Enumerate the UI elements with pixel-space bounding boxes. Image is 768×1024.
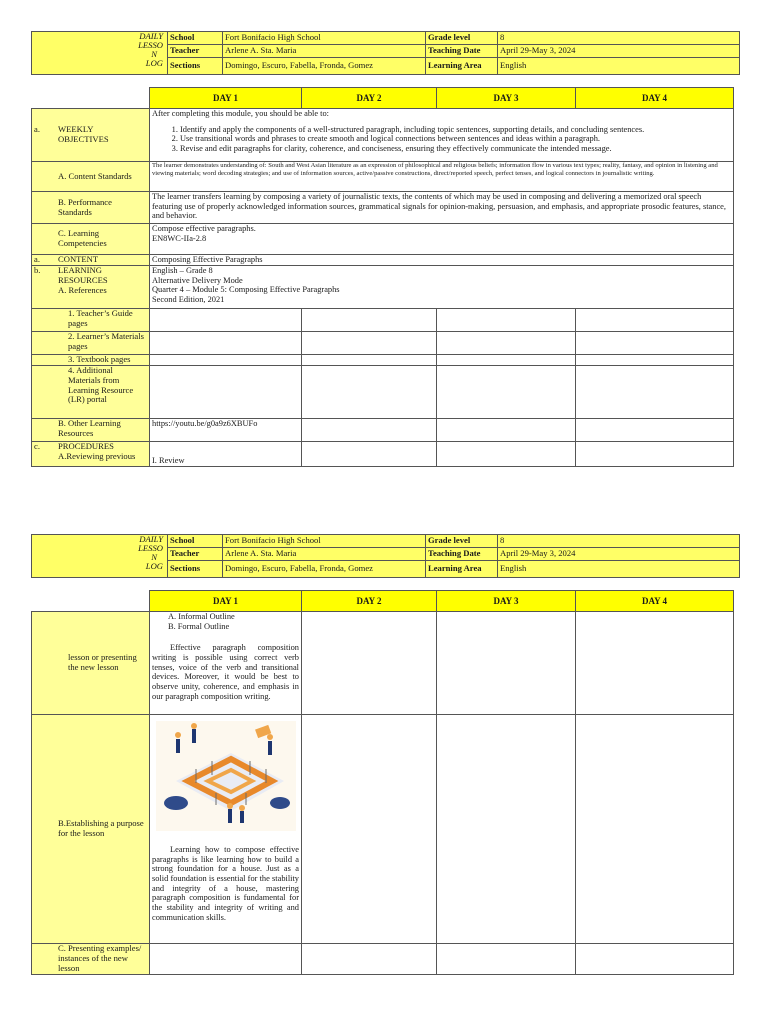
school-label: School [168, 32, 223, 45]
cell [437, 331, 576, 354]
row-label: PROCEDURES [58, 441, 114, 451]
resource-line: Quarter 4 – Module 5: Composing Effective Paragraphs [152, 285, 340, 295]
row-letter: a. [34, 124, 40, 135]
learners-materials-label: 2. Learner’s Materials pages [32, 331, 150, 354]
cell [437, 441, 576, 466]
cell [437, 308, 576, 331]
row-label: CONTENT [58, 254, 99, 264]
presenting-examples-label: C. Presenting examples/ instances of the new lesson [32, 944, 150, 975]
row-letter: c. [34, 441, 40, 451]
cell [576, 308, 734, 331]
resource-line: Second Edition, 2021 [152, 294, 225, 304]
presenting-lesson-label: lesson or presenting the new lesson [32, 612, 150, 715]
teacher-label: Teacher [168, 548, 223, 561]
cell [302, 354, 437, 365]
cell [437, 944, 576, 975]
date-label: Teaching Date [426, 45, 498, 58]
header-table [31, 534, 740, 578]
cell [576, 365, 734, 418]
sections-value: Domingo, Escuro, Fabella, Fronda, Gomez [223, 561, 426, 578]
review-text: I. Review [152, 456, 185, 466]
cell [576, 331, 734, 354]
row-label: LEARNING RESOURCES [58, 265, 108, 285]
dll-title [32, 32, 168, 75]
dll-line: LESSO [138, 40, 163, 51]
cell [576, 354, 734, 365]
learning-resources-label [32, 265, 150, 308]
cell [302, 715, 437, 944]
dll-line: N [151, 49, 157, 60]
teacher-value: Arlene A. Sta. Maria [223, 45, 426, 58]
establishing-purpose-text: Learning how to compose effective paragraphs is like learning how to build a strong foundation for a house. Just as a solid foundation is essential for the stability and integrity of a house, mastering paragraph composition is fundamental for the stability and integrity of writing and communication skills. [152, 845, 299, 922]
cell [302, 944, 437, 975]
performance-standards-label: B. Performance Standards [32, 192, 150, 224]
competencies-text [150, 224, 734, 255]
area-label: Learning Area [426, 58, 498, 75]
content-standards-label: A. Content Standards [32, 162, 150, 192]
competency-line: Compose effective paragraphs. [152, 224, 256, 233]
references-label: A. References [58, 284, 107, 295]
objective-item: 3. Revise and edit paragraphs for clarity, coherence, and conciseness, ensuring they effectively communicate the intended message. [180, 144, 731, 154]
area-value: English [498, 561, 740, 578]
cell [150, 331, 302, 354]
cell [150, 365, 302, 418]
date-label: Teaching Date [426, 548, 498, 561]
performance-standards-text: The learner transfers learning by composing a variety of journalistic texts, the contents of which may be used in composing and delivering a memorized oral speech featuring use of properly acknowledged information sources, grammatical signals for opinion-making, persuasion, and emphasis, and appropriate prosodic features, stance, and behavior. [150, 192, 734, 224]
dll-line: DAILY [139, 534, 163, 544]
day-2-header: DAY 2 [302, 591, 437, 612]
day-4-header: DAY 4 [576, 88, 734, 109]
cell [302, 365, 437, 418]
cell [437, 418, 576, 441]
weekly-objectives-content [150, 109, 734, 162]
cell [150, 944, 302, 975]
cell [437, 354, 576, 365]
presenting-lesson-text: Effective paragraph composition writing is possible using correct verb tenses, voice of the verb and transitional devices. Moreover, it would be best to observe unity, coherence, and emphasis in our paragraph composition writing. [152, 643, 299, 701]
textbook-label: 3. Textbook pages [32, 354, 150, 365]
grade-label: Grade level [426, 535, 498, 548]
cell [576, 418, 734, 441]
cell [302, 441, 437, 466]
lesson-table [31, 590, 734, 975]
learning-resources-text [150, 265, 734, 308]
establishing-purpose-content [150, 715, 302, 944]
objectives-intro: After completing this module, you should be able to: [152, 109, 330, 118]
other-resources-link[interactable]: https://youtu.be/g0a9z6XBUFo [150, 418, 302, 441]
resource-line: English – Grade 8 [152, 265, 213, 275]
cell [150, 308, 302, 331]
school-value: Fort Bonifacio High School [223, 535, 426, 548]
content-label [32, 255, 150, 266]
competency-code: EN8WC-IIa-2.8 [152, 233, 207, 243]
outline-item: A. Informal Outline [168, 612, 235, 621]
content-text: Composing Effective Paragraphs [150, 255, 734, 266]
cell [437, 715, 576, 944]
teacher-value: Arlene A. Sta. Maria [223, 548, 426, 561]
day-4-header: DAY 4 [576, 591, 734, 612]
day-1-header: DAY 1 [150, 88, 302, 109]
dll-line: LOG [145, 58, 163, 69]
header-table [31, 31, 740, 75]
row-letter: b. [34, 265, 41, 275]
additional-materials-label: 4. Additional Materials from Learning Resource (LR) portal [32, 365, 150, 418]
illustration-svg [156, 721, 296, 831]
date-value: April 29-May 3, 2024 [498, 548, 740, 561]
blank-corner [32, 88, 150, 109]
school-label: School [168, 535, 223, 548]
cell [150, 354, 302, 365]
weekly-objectives-label [32, 109, 150, 162]
dll-line: LESSO [138, 543, 163, 554]
school-value: Fort Bonifacio High School [223, 32, 426, 45]
dll-line: LOG [145, 561, 163, 572]
grade-value: 8 [498, 535, 740, 548]
other-resources-label: B. Other Learning Resources [32, 418, 150, 441]
cell [437, 365, 576, 418]
cell [576, 441, 734, 466]
establishing-purpose-label: B.Establishing a purpose for the lesson [32, 715, 150, 944]
teacher-label: Teacher [168, 45, 223, 58]
row-label: WEEKLY OBJECTIVES [58, 124, 109, 144]
area-label: Learning Area [426, 561, 498, 578]
review-cell [150, 441, 302, 466]
grade-label: Grade level [426, 32, 498, 45]
cell [576, 612, 734, 715]
teachers-guide-label: 1. Teacher’s Guide pages [32, 308, 150, 331]
blank-corner [32, 591, 150, 612]
cell [302, 418, 437, 441]
dll-line: DAILY [139, 31, 163, 41]
procedures-label [32, 441, 150, 466]
cell [302, 308, 437, 331]
cell [576, 944, 734, 975]
dll-title [32, 535, 168, 578]
day-2-header: DAY 2 [302, 88, 437, 109]
objective-item: 1. Identify and apply the components of a well-structured paragraph, including topic sentences, supporting details, and concluding sentences. [180, 125, 731, 135]
cell [576, 715, 734, 944]
date-value: April 29-May 3, 2024 [498, 45, 740, 58]
resource-line: Alternative Delivery Mode [152, 275, 243, 285]
competencies-label: C. Learning Competencies [32, 224, 150, 255]
cell [302, 331, 437, 354]
lesson-table [31, 87, 734, 467]
cell [302, 612, 437, 715]
day-3-header: DAY 3 [437, 88, 576, 109]
reviewing-label: A.Reviewing previous [58, 450, 136, 461]
cell [437, 612, 576, 715]
grade-value: 8 [498, 32, 740, 45]
sections-value: Domingo, Escuro, Fabella, Fronda, Gomez [223, 58, 426, 75]
area-value: English [498, 58, 740, 75]
dll-line: N [151, 552, 157, 563]
sections-label: Sections [168, 561, 223, 578]
sections-label: Sections [168, 58, 223, 75]
construction-foundation-illustration [156, 721, 296, 831]
content-standards-text: The learner demonstrates understanding of: South and West Asian literature as an expression of philosophical and religious beliefs; information flow in various text types; reality, fantasy, and opinion in listening and viewing materials; word decoding strategies; and use of information sources, active/passive constructions, direct/reported speech, perfect tenses, and logical connectors in journalistic writing. [150, 162, 734, 192]
day-3-header: DAY 3 [437, 591, 576, 612]
presenting-lesson-content [150, 612, 302, 715]
outline-item: B. Formal Outline [168, 621, 230, 631]
day-1-header: DAY 1 [150, 591, 302, 612]
objective-item: 2. Use transitional words and phrases to create smooth and logical connections between sentences and ideas within a paragraph. [180, 134, 731, 144]
row-letter: a. [34, 254, 40, 264]
